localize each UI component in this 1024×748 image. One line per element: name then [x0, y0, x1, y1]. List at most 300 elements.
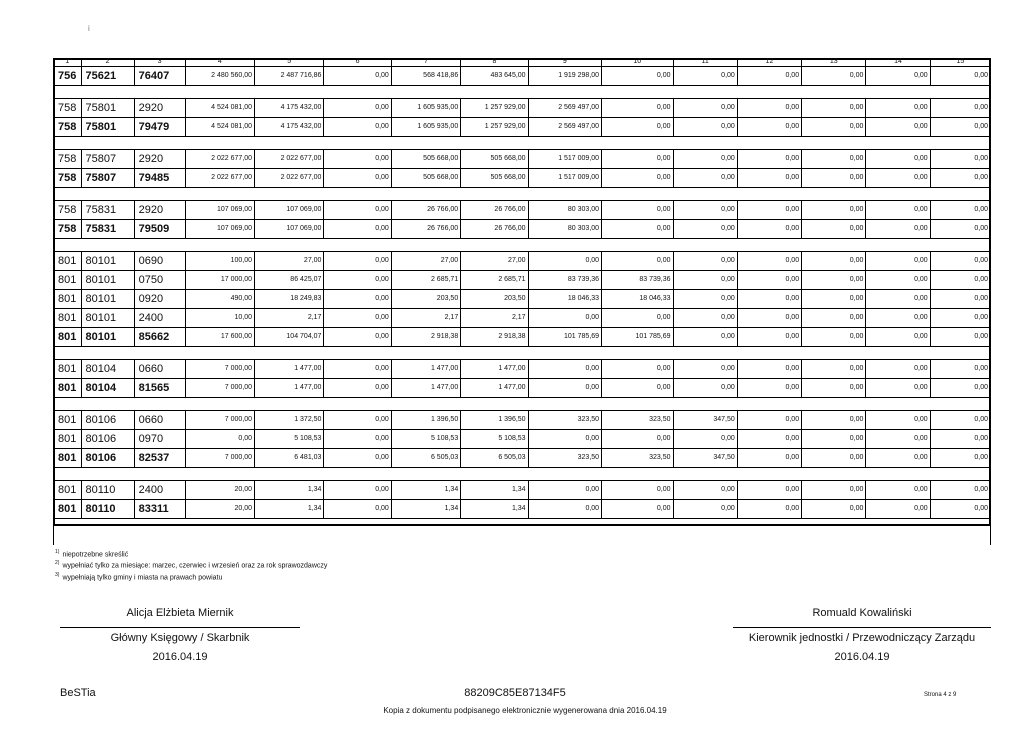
cell-col-10: 0,00	[602, 499, 673, 518]
cell-col-6: 0,00	[324, 66, 391, 85]
cell-col-13: 0,00	[802, 378, 866, 397]
cell-col-2: 75801	[81, 117, 134, 136]
cell-col-11: 0,00	[673, 359, 737, 378]
cell-col-8: 505 668,00	[461, 149, 528, 168]
footnotes	[55, 548, 327, 582]
cell-col-2: 80110	[81, 480, 134, 499]
cell-col-1: 801	[54, 327, 82, 346]
cell-col-8: 505 668,00	[461, 168, 528, 187]
cell-col-12: 0,00	[737, 410, 801, 429]
cell-col-9: 0,00	[528, 359, 601, 378]
cell-col-15: 0,00	[930, 308, 990, 327]
system-name: BeSTia	[60, 687, 96, 699]
budget-table	[53, 58, 991, 545]
cell-col-12: 0,00	[737, 429, 801, 448]
cell-col-15: 0,00	[930, 66, 990, 85]
column-number: 15	[930, 58, 990, 66]
cell-col-14: 0,00	[866, 289, 930, 308]
cell-col-6: 0,00	[324, 480, 391, 499]
separator-cell	[54, 397, 991, 410]
cell-col-1: 801	[54, 429, 82, 448]
cell-col-13: 0,00	[802, 327, 866, 346]
cell-col-3: 83311	[134, 499, 185, 518]
table-row	[54, 429, 991, 448]
cell-col-9: 0,00	[528, 378, 601, 397]
cell-col-8: 1 396,50	[461, 410, 528, 429]
cell-col-13: 0,00	[802, 359, 866, 378]
cell-col-10: 0,00	[602, 168, 673, 187]
cell-col-4: 107 069,00	[185, 219, 254, 238]
table-row-total	[54, 327, 991, 346]
group-separator	[54, 187, 991, 200]
page-number: Strona 4 z 9	[924, 692, 957, 698]
cell-col-6: 0,00	[324, 270, 391, 289]
cell-col-10: 0,00	[602, 149, 673, 168]
cell-col-5: 18 249,83	[255, 289, 324, 308]
cell-col-12: 0,00	[737, 168, 801, 187]
cell-col-1: 758	[54, 149, 82, 168]
cell-col-6: 0,00	[324, 308, 391, 327]
cell-col-11: 347,50	[673, 448, 737, 467]
cell-col-7: 2,17	[391, 308, 460, 327]
cell-col-6: 0,00	[324, 117, 391, 136]
cell-col-3: 79509	[134, 219, 185, 238]
cell-col-13: 0,00	[802, 410, 866, 429]
cell-col-10: 0,00	[602, 200, 673, 219]
cell-col-5: 2,17	[255, 308, 324, 327]
cell-col-9: 323,50	[528, 448, 601, 467]
cell-col-11: 0,00	[673, 66, 737, 85]
cell-col-15: 0,00	[930, 499, 990, 518]
cell-col-9: 1 517 009,00	[528, 149, 601, 168]
cell-col-2: 75807	[81, 168, 134, 187]
cell-col-6: 0,00	[324, 98, 391, 117]
table-row	[54, 289, 991, 308]
cell-col-4: 4 524 081,00	[185, 117, 254, 136]
cell-col-6: 0,00	[324, 448, 391, 467]
cell-col-3: 2920	[134, 98, 185, 117]
cell-col-11: 0,00	[673, 480, 737, 499]
cell-col-12: 0,00	[737, 251, 801, 270]
separator-cell	[54, 238, 991, 251]
table-row	[54, 480, 991, 499]
cell-col-12: 0,00	[737, 289, 801, 308]
cell-col-7: 1 605 935,00	[391, 98, 460, 117]
cell-col-12: 0,00	[737, 98, 801, 117]
cell-col-12: 0,00	[737, 117, 801, 136]
cell-col-13: 0,00	[802, 219, 866, 238]
cell-col-12: 0,00	[737, 66, 801, 85]
cell-col-5: 104 704,07	[255, 327, 324, 346]
cell-col-11: 347,50	[673, 410, 737, 429]
cell-col-6: 0,00	[324, 200, 391, 219]
cell-col-8: 26 766,00	[461, 219, 528, 238]
cell-col-9: 18 046,33	[528, 289, 601, 308]
column-number: 5	[255, 58, 324, 66]
cell-col-15: 0,00	[930, 410, 990, 429]
cell-col-12: 0,00	[737, 219, 801, 238]
cell-col-3: 82537	[134, 448, 185, 467]
table-row-total	[54, 499, 991, 518]
cell-col-1: 758	[54, 117, 82, 136]
footnote-number: 1)	[55, 549, 60, 555]
cell-col-7: 568 418,86	[391, 66, 460, 85]
table-row	[54, 270, 991, 289]
cell-col-11: 0,00	[673, 308, 737, 327]
column-number: 10	[602, 58, 673, 66]
cell-col-6: 0,00	[324, 149, 391, 168]
cell-col-2: 75831	[81, 200, 134, 219]
cell-col-3: 79485	[134, 168, 185, 187]
table-row-total	[54, 66, 991, 85]
cell-col-12: 0,00	[737, 359, 801, 378]
cell-col-5: 6 481,03	[255, 448, 324, 467]
cell-col-10: 0,00	[602, 98, 673, 117]
table-end-space	[54, 518, 991, 545]
signature-line	[60, 627, 300, 628]
cell-col-15: 0,00	[930, 378, 990, 397]
cell-col-2: 80101	[81, 327, 134, 346]
column-number: 8	[461, 58, 528, 66]
cell-col-10: 0,00	[602, 308, 673, 327]
cell-col-7: 505 668,00	[391, 168, 460, 187]
cell-col-1: 758	[54, 168, 82, 187]
group-separator	[54, 136, 991, 149]
cell-col-15: 0,00	[930, 289, 990, 308]
table-row	[54, 359, 991, 378]
cell-col-14: 0,00	[866, 117, 930, 136]
footnote-text: wypełniać tylko za miesiące: marzec, czerwiec i wrzesień oraz za rok sprawozdawczy	[62, 562, 328, 570]
cell-col-12: 0,00	[737, 270, 801, 289]
cell-col-4: 17 600,00	[185, 327, 254, 346]
column-number: 7	[391, 58, 460, 66]
cell-col-4: 490,00	[185, 289, 254, 308]
cell-col-2: 80104	[81, 359, 134, 378]
cell-col-9: 323,50	[528, 410, 601, 429]
cell-col-12: 0,00	[737, 308, 801, 327]
table-row	[54, 251, 991, 270]
cell-col-5: 2 022 677,00	[255, 168, 324, 187]
cell-col-4: 20,00	[185, 480, 254, 499]
cell-col-11: 0,00	[673, 289, 737, 308]
cell-col-14: 0,00	[866, 410, 930, 429]
cell-col-14: 0,00	[866, 480, 930, 499]
cell-col-2: 80101	[81, 289, 134, 308]
cell-col-9: 0,00	[528, 429, 601, 448]
cell-col-9: 101 785,69	[528, 327, 601, 346]
table-row	[54, 200, 991, 219]
cell-col-13: 0,00	[802, 168, 866, 187]
cell-col-11: 0,00	[673, 219, 737, 238]
footnote	[55, 571, 327, 582]
cell-col-5: 86 425,07	[255, 270, 324, 289]
cell-col-15: 0,00	[930, 117, 990, 136]
cell-col-11: 0,00	[673, 327, 737, 346]
cell-col-15: 0,00	[930, 270, 990, 289]
cell-col-1: 758	[54, 200, 82, 219]
cell-col-9: 2 569 497,00	[528, 117, 601, 136]
cell-col-6: 0,00	[324, 499, 391, 518]
cell-col-8: 1 477,00	[461, 378, 528, 397]
signatory-name: Alicja Elżbieta Miernik	[126, 607, 234, 619]
cell-col-13: 0,00	[802, 499, 866, 518]
cell-col-7: 2 685,71	[391, 270, 460, 289]
cell-col-3: 0970	[134, 429, 185, 448]
cell-col-9: 1 517 009,00	[528, 168, 601, 187]
cell-col-9: 0,00	[528, 251, 601, 270]
cell-col-10: 323,50	[602, 410, 673, 429]
column-number: 12	[737, 58, 801, 66]
cell-col-1: 801	[54, 251, 82, 270]
cell-col-1: 756	[54, 66, 82, 85]
cell-col-5: 1 477,00	[255, 359, 324, 378]
table-row	[54, 149, 991, 168]
cell-col-12: 0,00	[737, 480, 801, 499]
cell-col-11: 0,00	[673, 270, 737, 289]
document-hash: 88209C85E87134F5	[464, 687, 566, 699]
cell-col-4: 2 022 677,00	[185, 149, 254, 168]
signatory-role: Główny Księgowy / Skarbnik	[110, 632, 250, 644]
cell-col-12: 0,00	[737, 448, 801, 467]
cell-col-2: 75831	[81, 219, 134, 238]
cell-col-2: 80104	[81, 378, 134, 397]
cell-col-8: 1,34	[461, 480, 528, 499]
cell-col-12: 0,00	[737, 378, 801, 397]
cell-col-14: 0,00	[866, 359, 930, 378]
cell-col-1: 758	[54, 219, 82, 238]
cell-col-15: 0,00	[930, 98, 990, 117]
column-number: 3	[134, 58, 185, 66]
cell-col-4: 17 000,00	[185, 270, 254, 289]
cell-col-14: 0,00	[866, 168, 930, 187]
cell-col-4: 4 524 081,00	[185, 98, 254, 117]
footnote-number: 3)	[55, 571, 60, 578]
cell-col-8: 27,00	[461, 251, 528, 270]
cell-col-7: 505 668,00	[391, 149, 460, 168]
cell-col-7: 26 766,00	[391, 219, 460, 238]
cell-col-9: 0,00	[528, 308, 601, 327]
table-row	[54, 308, 991, 327]
signature-date: 2016.04.19	[834, 651, 890, 663]
cell-col-14: 0,00	[866, 327, 930, 346]
cell-col-10: 0,00	[602, 117, 673, 136]
column-number: 1	[54, 58, 82, 66]
table-row-total	[54, 117, 991, 136]
column-number: 4	[185, 58, 254, 66]
cell-col-13: 0,00	[802, 66, 866, 85]
cell-col-13: 0,00	[802, 117, 866, 136]
group-separator	[54, 85, 991, 98]
cell-col-5: 107 069,00	[255, 200, 324, 219]
group-separator	[54, 397, 991, 410]
separator-cell	[54, 467, 991, 480]
cell-col-11: 0,00	[673, 499, 737, 518]
cell-col-3: 0660	[134, 410, 185, 429]
cell-col-8: 2 918,38	[461, 327, 528, 346]
column-number: 6	[324, 58, 391, 66]
cell-col-1: 801	[54, 480, 82, 499]
cell-col-13: 0,00	[802, 480, 866, 499]
copy-note: Kopia z dokumentu podpisanego elektronicznie wygenerowana dnia 2016.04.19	[383, 706, 667, 715]
cell-col-6: 0,00	[324, 378, 391, 397]
cell-col-8: 2 685,71	[461, 270, 528, 289]
cell-col-7: 1 396,50	[391, 410, 460, 429]
cell-col-15: 0,00	[930, 219, 990, 238]
cell-col-14: 0,00	[866, 308, 930, 327]
cell-col-14: 0,00	[866, 270, 930, 289]
cell-col-10: 0,00	[602, 378, 673, 397]
column-number: 11	[673, 58, 737, 66]
cell-col-7: 1 605 935,00	[391, 117, 460, 136]
table-row-total	[54, 219, 991, 238]
cell-col-4: 0,00	[185, 429, 254, 448]
cell-col-3: 76407	[134, 66, 185, 85]
cell-col-13: 0,00	[802, 98, 866, 117]
cell-col-10: 0,00	[602, 359, 673, 378]
cell-col-9: 0,00	[528, 499, 601, 518]
cell-col-10: 0,00	[602, 429, 673, 448]
cell-col-2: 80101	[81, 308, 134, 327]
cell-col-13: 0,00	[802, 308, 866, 327]
cell-col-15: 0,00	[930, 327, 990, 346]
cell-col-11: 0,00	[673, 429, 737, 448]
cell-col-10: 323,50	[602, 448, 673, 467]
cell-col-5: 27,00	[255, 251, 324, 270]
cell-col-13: 0,00	[802, 289, 866, 308]
cell-col-14: 0,00	[866, 448, 930, 467]
cell-col-14: 0,00	[866, 149, 930, 168]
cell-col-9: 83 739,36	[528, 270, 601, 289]
cell-col-10: 0,00	[602, 66, 673, 85]
cell-col-8: 2,17	[461, 308, 528, 327]
cell-col-1: 758	[54, 98, 82, 117]
cell-col-3: 2400	[134, 308, 185, 327]
cell-col-13: 0,00	[802, 251, 866, 270]
cell-col-14: 0,00	[866, 251, 930, 270]
cell-col-13: 0,00	[802, 270, 866, 289]
cell-col-14: 0,00	[866, 200, 930, 219]
footnote-text: wypełniają tylko gminy i miasta na prawach powiatu	[62, 573, 223, 581]
cell-col-2: 80101	[81, 251, 134, 270]
cell-col-3: 2920	[134, 149, 185, 168]
cell-col-3: 85662	[134, 327, 185, 346]
cell-col-2: 75621	[81, 66, 134, 85]
cell-col-1: 801	[54, 448, 82, 467]
cell-col-8: 1,34	[461, 499, 528, 518]
table-row	[54, 98, 991, 117]
cell-col-1: 801	[54, 308, 82, 327]
cell-col-3: 0750	[134, 270, 185, 289]
cell-col-10: 83 739,36	[602, 270, 673, 289]
cell-col-12: 0,00	[737, 149, 801, 168]
separator-cell	[54, 346, 991, 359]
cell-col-7: 2 918,38	[391, 327, 460, 346]
cell-col-15: 0,00	[930, 200, 990, 219]
cell-col-5: 1,34	[255, 499, 324, 518]
cell-col-8: 5 108,53	[461, 429, 528, 448]
cell-col-12: 0,00	[737, 327, 801, 346]
cell-col-8: 1 477,00	[461, 359, 528, 378]
cell-col-11: 0,00	[673, 200, 737, 219]
footnote	[55, 548, 327, 559]
cell-col-1: 801	[54, 378, 82, 397]
footnote-text: niepotrzebne skreślić	[62, 551, 129, 559]
cell-col-3: 0660	[134, 359, 185, 378]
cell-col-4: 2 022 677,00	[185, 168, 254, 187]
group-separator	[54, 238, 991, 251]
cell-col-7: 1,34	[391, 499, 460, 518]
cell-col-7: 6 505,03	[391, 448, 460, 467]
cell-col-4: 7 000,00	[185, 359, 254, 378]
cell-col-9: 80 303,00	[528, 200, 601, 219]
cell-col-8: 483 645,00	[461, 66, 528, 85]
cell-col-10: 0,00	[602, 480, 673, 499]
cell-col-9: 1 919 298,00	[528, 66, 601, 85]
cell-col-1: 801	[54, 499, 82, 518]
cell-col-6: 0,00	[324, 410, 391, 429]
cell-col-7: 1 477,00	[391, 359, 460, 378]
cell-col-14: 0,00	[866, 66, 930, 85]
cell-col-12: 0,00	[737, 200, 801, 219]
cell-col-4: 7 000,00	[185, 378, 254, 397]
cell-col-14: 0,00	[866, 378, 930, 397]
cell-col-5: 107 069,00	[255, 219, 324, 238]
cell-col-6: 0,00	[324, 429, 391, 448]
cell-col-6: 0,00	[324, 219, 391, 238]
cell-col-1: 801	[54, 289, 82, 308]
scan-mark: i	[88, 24, 90, 33]
cell-col-3: 79479	[134, 117, 185, 136]
cell-col-15: 0,00	[930, 429, 990, 448]
cell-col-6: 0,00	[324, 359, 391, 378]
cell-col-14: 0,00	[866, 98, 930, 117]
cell-col-13: 0,00	[802, 200, 866, 219]
cell-col-1: 801	[54, 270, 82, 289]
cell-col-13: 0,00	[802, 448, 866, 467]
cell-col-11: 0,00	[673, 251, 737, 270]
cell-col-15: 0,00	[930, 448, 990, 467]
cell-col-11: 0,00	[673, 149, 737, 168]
cell-col-12: 0,00	[737, 499, 801, 518]
cell-col-8: 6 505,03	[461, 448, 528, 467]
table-row-total	[54, 378, 991, 397]
cell-col-11: 0,00	[673, 98, 737, 117]
cell-col-3: 2920	[134, 200, 185, 219]
cell-col-14: 0,00	[866, 499, 930, 518]
cell-col-3: 0690	[134, 251, 185, 270]
cell-col-8: 26 766,00	[461, 200, 528, 219]
cell-col-2: 75807	[81, 149, 134, 168]
separator-cell	[54, 187, 991, 200]
cell-col-15: 0,00	[930, 251, 990, 270]
cell-col-8: 1 257 929,00	[461, 98, 528, 117]
cell-col-4: 100,00	[185, 251, 254, 270]
signature-line	[733, 627, 991, 628]
cell-col-6: 0,00	[324, 168, 391, 187]
cell-col-15: 0,00	[930, 168, 990, 187]
cell-col-2: 80106	[81, 448, 134, 467]
cell-col-6: 0,00	[324, 289, 391, 308]
cell-col-7: 26 766,00	[391, 200, 460, 219]
table-row-total	[54, 448, 991, 467]
cell-col-8: 1 257 929,00	[461, 117, 528, 136]
cell-col-11: 0,00	[673, 117, 737, 136]
cell-col-3: 81565	[134, 378, 185, 397]
cell-col-2: 80106	[81, 410, 134, 429]
column-number: 14	[866, 58, 930, 66]
cell-col-10: 18 046,33	[602, 289, 673, 308]
cell-col-6: 0,00	[324, 327, 391, 346]
